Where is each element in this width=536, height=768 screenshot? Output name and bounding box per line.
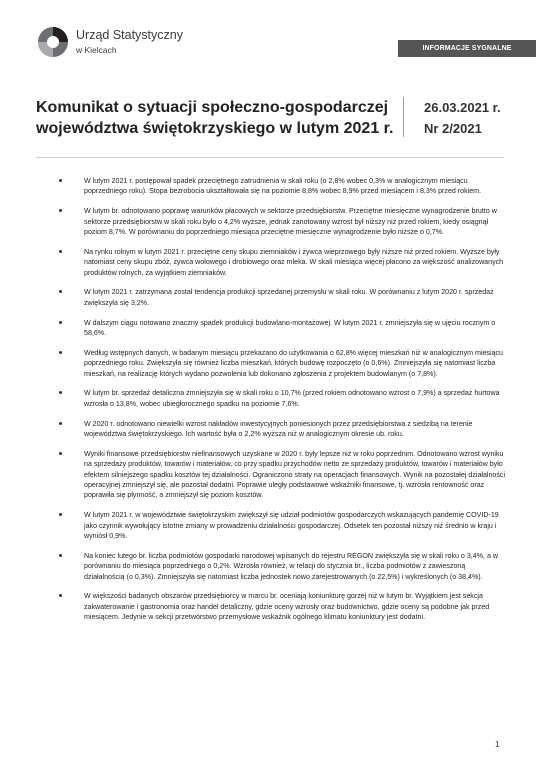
summary-text: W lutym 2021 r. postępował spadek przeciętnego zatrudnienia w skali roku (o 2,8% wobec 0,3% w analogicznym miesiącu poprzedniego roku). Stopa bezrobocia ukształtowała się na poziomie 8,8% wobec 8,9% przed miesiącem i 8,3% przed rokiem. [84,177,482,196]
summary-text: W większości badanych obszarów przedsiębiorcy w marcu br. oceniają koniunkturę gorzej niż w lutym br. Wyjątkiem jest sekcja zakwaterowanie i gastronomia oraz handel detaliczny, gdzie oceny wzrosły oraz budownictwo, gdzie oceny są podobne jak przed miesiącem. Jedynie w sekcji przetwórstwo przemysłowe wskaźnik ogólnego klimatu koniunktury jest dodatni. [84,592,490,622]
summary-item [54,318,506,339]
bullet-icon [59,290,62,293]
summary-item [54,449,506,501]
summary-item [54,247,506,278]
summary-item [54,510,506,541]
publication-meta [424,97,501,139]
summary-text: Wyniki finansowe przedsiębiorstw niefinansowych uzyskane w 2020 r. były lepsze niż w roku poprzednim. Odnotowano wzrost wyniku na sprzedaży produktów, towarów i materiałów, co przy spadku przychodów netto ze sprzedaży produktów, towarów i materiałów było efektem silniejszego spadku kosztów tej działalności. Ograniczono straty na operacjach finansowych. Wynik na pozostałej działalności operacyjnej zmniejszył się, ale pozostał dodatni. Poprawie uległy podstawowe wskaźniki finansowe, tj. wzrosła rentowność oraz poprawiła się płynność, a zmniejszył się poziom kosztów. [84,449,506,500]
bullet-icon [59,452,62,455]
bullet-icon [59,209,62,212]
bullet-icon [59,391,62,394]
summary-item [54,287,506,308]
bullet-icon [59,351,62,354]
summary-text: Na rynku rolnym w lutym 2021 r. przeciętne ceny skupu ziemniaków i żywca wieprzowego były niższe niż przed rokiem. Wyższe były natomiast ceny skupu zbóż, żywca wołowego i drobiowego oraz mleka. W skali miesiąca więcej płacono za większość analizowanych produktów rolnych, za wyjątkiem ziemniaków. [84,247,504,277]
title-line-2: województwa świętokrzyskiego w lutym 2021 r. [36,120,394,137]
bullet-icon [59,594,62,597]
bullet-icon [59,250,62,253]
summary-item [54,388,506,409]
publication-number: Nr 2/2021 [424,121,482,136]
bullet-icon [59,321,62,324]
header-rule [36,157,504,158]
summary-item [54,206,506,237]
summary-text: Na koniec lutego br. liczba podmiotów gospodarki narodowej wpisanych do rejestru REGON zwiększyła się w skali roku o 3,4%, a w porównaniu do miesiąca poprzedniego o 0,2%. Wzrosła również, w relacji do stycznia br., liczba podmiotów z zawieszoną działalnością (o 0,3%). Zmniejszyła się natomiast liczba jednostek nowo zarejestrowanych (o 22,5%) i wykreślonych (o 38,4%). [84,551,498,581]
summary-text: W lutym 2021 r. zatrzymana został tendencja produkcji sprzedanej przemysłu w skali roku. W porównaniu z lutym 2020 r. sprzedaż zwiększyła się 3,2%. [84,288,494,307]
logo-office-name: Urząd Statystyczny [76,28,183,42]
title-divider [403,97,404,137]
summary-item [54,591,506,622]
summary-item [54,176,506,197]
summary-text: Według wstępnych danych, w badanym miesiącu przekazano do użytkowania o 62,8% więcej mieszkań niż w analogicznym miesiącu poprzedniego roku. Zwiększyła się również liczba mieszkań, których budowę rozpoczęto (o 0,6%). Zmniejszyła się natomiast liczba mieszkań, na realizację których wydano pozwolenia lub dokonano zgłoszenia z projektem budowlanym (o 7,8%). [84,348,504,378]
logo-city-name: w Kielcach [76,45,117,55]
summary-text: W lutym 2021 r. w województwie świętokrzyskim zwiększył się udział podmiotów gospodarczych wskazujących pandemię COVID-19 jako czynnik wywołujący istotne zmiany w prowadzeniu działalności gospodarczej. Odsetek ten pozostał niższy niż średnio w kraju i wyniósł 0,9%. [84,511,499,541]
summary-text: W lutym br. sprzedaż detaliczna zmniejszyła się w skali roku o 10,7% (przed rokiem odnotowano wzrost o 7,9%) a sprzedaż hurtowa wzrosła o 13,8%, wobec ubiegłorocznego spadku na poziomie 7,6%. [84,389,500,408]
bullet-icon [59,513,62,516]
page-number: 1 [495,739,500,749]
summary-text: W dalszym ciągu notowano znaczny spadek produkcji budowlano-montażowej. W lutym 2021 r. zmniejszyła się w ujęciu rocznym o 58,6%. [84,318,496,338]
publication-date: 26.03.2021 r. [424,100,501,115]
title-line-1: Komunikat o sytuacji społeczno-gospodarczej [36,99,389,116]
summary-list [54,176,506,632]
summary-item [54,419,506,440]
bullet-icon [59,179,62,182]
summary-text: W lutym br. odnotowano poprawę warunków płacowych w sektorze przedsiębiorstw. Przeciętne miesięczne wynagrodzenie brutto w sektorze przedsiębiorstw w skali roku było o 4,2% wyższe, jednak zanotowany wzrost był niższy niż przed rokiem, kiedy osiągnął poziom 8,7%. W porównaniu do poprzedniego miesiąca przeciętne miesięczne wynagrodzenie było niższe o 0,7%. [84,207,497,237]
gus-logo [36,25,286,65]
logo-mark-icon [36,25,70,59]
document-title [36,97,394,139]
summary-item [54,348,506,379]
summary-item [54,551,506,582]
bullet-icon [59,554,62,557]
summary-text: W 2020 r. odnotowano niewielki wzrost nakładów inwestycyjnych poniesionych przez przedsiębiorstwa z siedzibą na terenie województwa świętokrzyskiego. Ich wartość była o 2,2% wyższa niż w analogicznym okresie ub. roku. [84,419,473,439]
publication-type-badge: INFORMACJE SYGNALNE [398,40,536,57]
bullet-icon [59,422,62,425]
